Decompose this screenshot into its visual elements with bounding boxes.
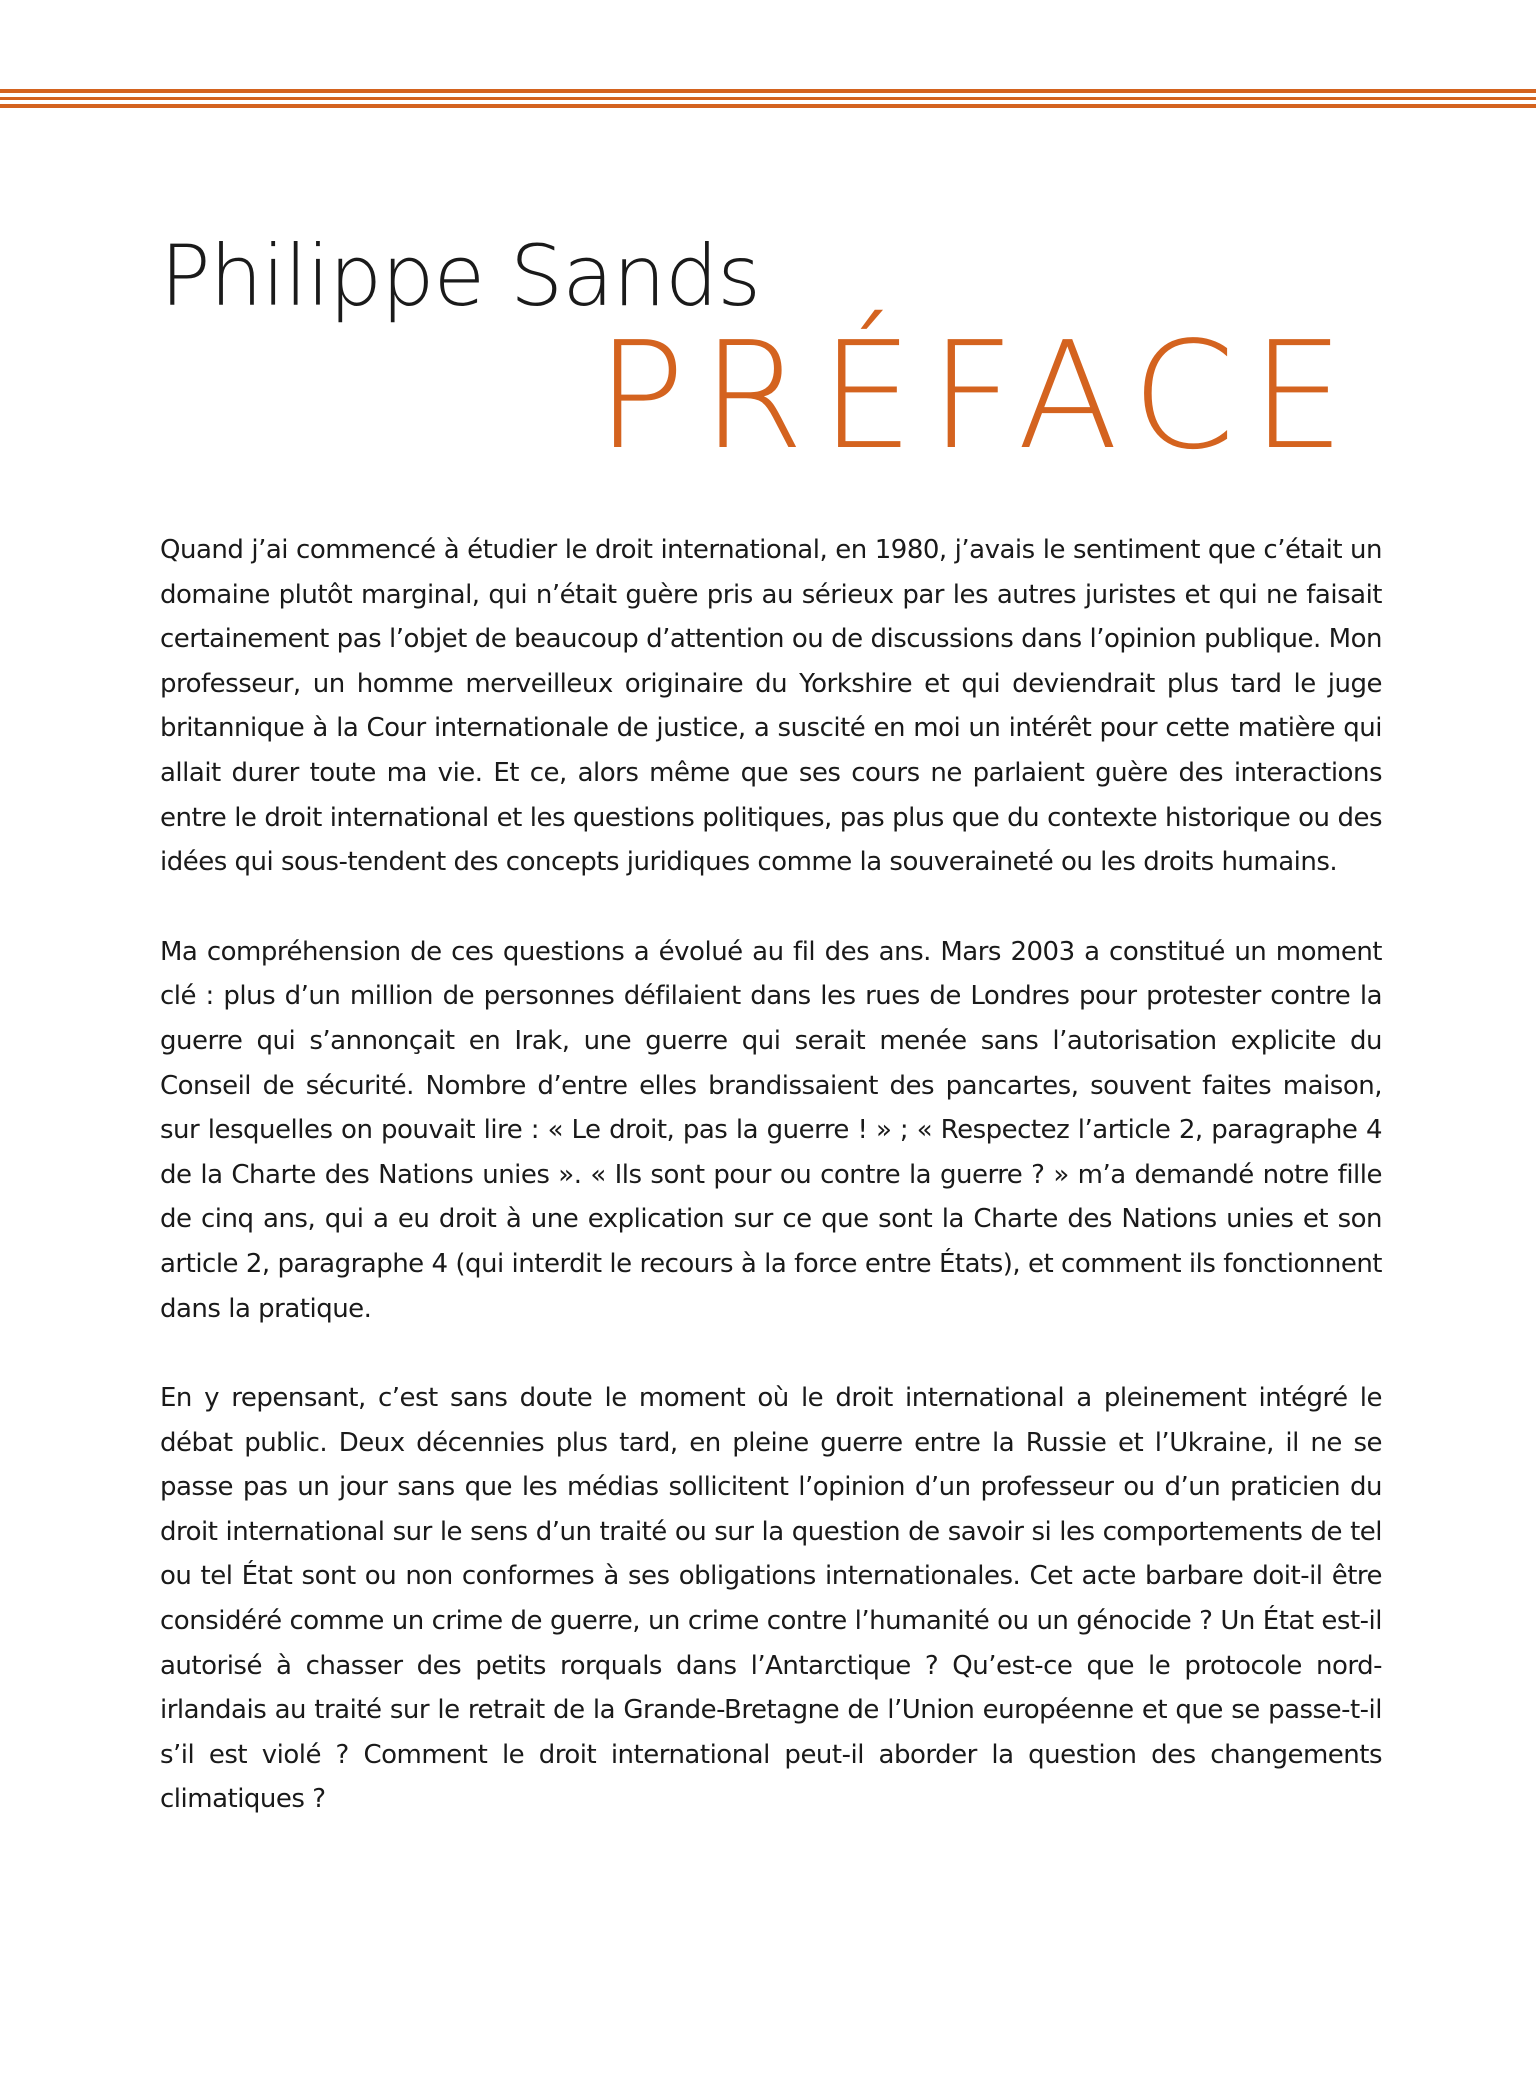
header-rule-top <box>0 89 1536 93</box>
author-name: Philippe Sands <box>160 227 761 325</box>
paragraph-1: Quand j’ai commencé à étudier le droit international, en 1980, j’avais le sentiment que c’était un domaine plutôt marginal, qui n’était guère pris au sérieux par les autres juristes et qui ne faisait certainement pas l’objet de beaucoup d’attention ou de discussions dans l’opinion publique. Mon professeur, un homme merveilleux originaire du Yorkshire et qui deviendrait plus tard le juge britannique à la Cour internationale de justice, a suscité en moi un intérêt pour cette matière qui allait durer toute ma vie. Et ce, alors même que ses cours ne parlaient guère des interactions entre le droit international et les questions politiques, pas plus que du contexte historique ou des idées qui sous-tendent des concepts juridiques comme la souveraineté ou les droits humains. <box>160 535 1382 878</box>
paragraph-3: En y repensant, c’est sans doute le moment où le droit international a pleinement intégré le débat public. Deux décennies plus tard, en pleine guerre entre la Russie et l’Ukraine, il ne se passe pas un jour sans que les médias sollicitent l’opinion d’un professeur ou d’un praticien du droit international sur le sens d’un traité ou sur la question de savoir si les comportements de tel ou tel État sont ou non conformes à ses obligations internationales. Cet acte barbare doit-il être considéré comme un crime de guerre, un crime contre l’humanité ou un génocide ? Un État est-il autorisé à chasser des petits rorquals dans l’Antarctique ? Qu’est-ce que le protocole nord-irlandais au traité sur le retrait de la Grande-Bretagne de l’Union européenne et que se passe-t-il s’il est violé ? Comment le droit international peut-il aborder la question des changements climatiques ? <box>160 1383 1382 1815</box>
header-rule-middle <box>0 97 1536 100</box>
paragraph-2: Ma compréhension de ces questions a évolué au fil des ans. Mars 2003 a constitué un moment clé : plus d’un million de personnes défilaient dans les rues de Londres pour protester contre la guerre qui s’annonçait en Irak, une guerre qui serait menée sans l’autorisation explicite du Conseil de sécurité. Nombre d’entre elles brandissaient des pancartes, souvent faites maison, sur lesquelles on pouvait lire : « Le droit, pas la guerre ! » ; « Respectez l’article 2, paragraphe 4 de la Charte des Nations unies ». « Ils sont pour ou contre la guerre ? » m’a demandé notre fille de cinq ans, qui a eu droit à une explication sur ce que sont la Charte des Nations unies et son article 2, paragraphe 4 (qui interdit le recours à la force entre États), et comment ils fonctionnent dans la pratique. <box>160 936 1382 1324</box>
preface-body <box>160 528 1382 1867</box>
header-rule-bottom <box>0 104 1536 108</box>
page-title: PRÉFACE <box>596 310 1361 482</box>
